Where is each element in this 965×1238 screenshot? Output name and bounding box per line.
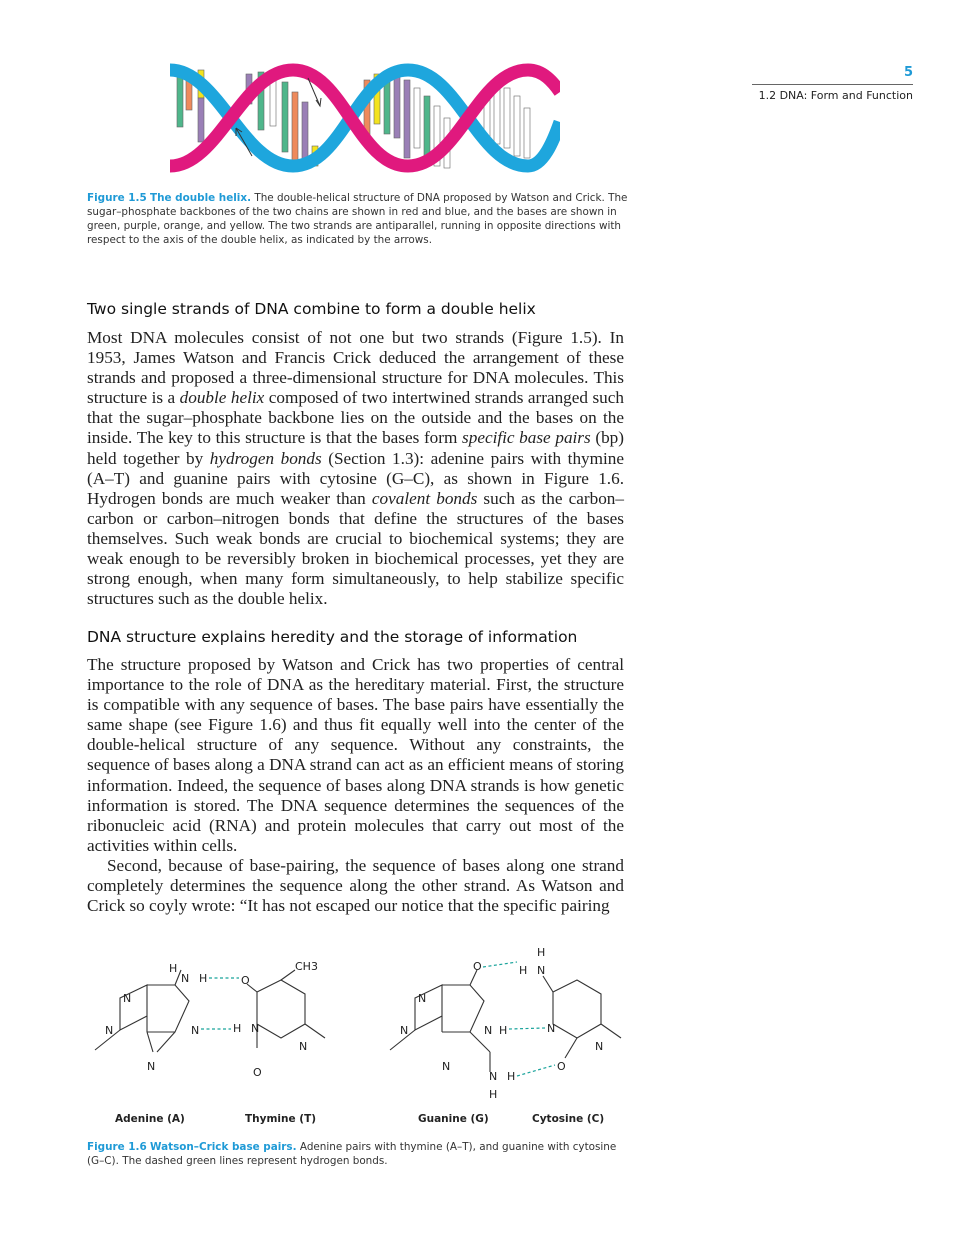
adenine-nh2-n: N	[181, 972, 190, 985]
guanine-n1-h: H	[499, 1024, 508, 1037]
adenine-n1: N	[191, 1024, 200, 1037]
p1-text-5: such as the carbon–carbon or carbon–nitrogen bonds that define the structures of the bases themselves. Such weak bonds are crucial to biochemical systems; they are weak enough to be reversibly broken in biochemical processes, yet they are strong enough, when many form simultaneously, to help stabilize specific structures such as the double helix.	[87, 488, 624, 609]
section-heading-heredity: DNA structure explains heredity and the storage of information	[87, 628, 578, 646]
thymine-structure	[247, 970, 325, 1048]
adenine-nh2-h2: H	[199, 972, 208, 985]
body-paragraph-3: Second, because of base-pairing, the sequence of bases along one strand completely determines the sequence along the other strand. As Watson and Crick so coyly wrote: “It has not escaped our notice that the specific pairing	[87, 856, 624, 916]
adenine-name: Adenine (A)	[115, 1113, 185, 1125]
p1-text-2: composed of two intertwined strands arranged such that the sugar–phosphate backbone lies on the outside and the bases on the inside. The key to this structure is that the bases form	[87, 388, 624, 448]
cytosine-name: Cytosine (C)	[532, 1113, 605, 1125]
p1-text-4: (Section 1.3): adenine pairs with thymine (A–T) and guanine pairs with cytosine (G–C), as shown in Figure 1.6. Hydrogen bonds are much weaker than	[87, 448, 625, 508]
guanine-n3: N	[442, 1060, 451, 1073]
cytosine-n1: N	[595, 1040, 604, 1053]
hydrogen-bonds	[201, 962, 555, 1076]
cytosine-structure	[543, 976, 621, 1058]
guanine-nh2-n: N	[489, 1070, 498, 1083]
hbond-g-c-2	[509, 1028, 545, 1029]
figure-1-6-caption-text: Adenine pairs with thymine (A–T), and guanine with cytosine (G–C). The dashed green lines represent hydrogen bonds.	[87, 1141, 617, 1167]
base-pairs-figure	[85, 940, 630, 1130]
thymine-n3-h: H	[233, 1022, 242, 1035]
hbond-g-c-1	[483, 962, 517, 967]
guanine-n9: N	[400, 1024, 409, 1037]
cytosine-nh2-h1: H	[537, 946, 546, 959]
figure-1-6-title: Watson–Crick base pairs.	[150, 1141, 297, 1153]
guanine-structure	[390, 970, 493, 1072]
section-heading-double-helix: Two single strands of DNA combine to form a double helix	[87, 300, 536, 318]
thymine-n1: N	[299, 1040, 308, 1053]
guanine-name: Guanine (G)	[418, 1113, 489, 1125]
running-header-rule	[752, 84, 913, 85]
cytosine-nh2-h2: H	[519, 964, 528, 977]
figure-1-6-caption	[87, 1140, 632, 1168]
adenine-n3: N	[147, 1060, 156, 1073]
adenine-structure	[95, 970, 189, 1052]
adenine-n9: N	[105, 1024, 114, 1037]
guanine-nh2-h2: H	[489, 1088, 498, 1101]
hbond-g-c-3	[517, 1065, 555, 1076]
adenine-nh2-h1: H	[169, 962, 178, 975]
figure-1-5-caption	[87, 191, 632, 247]
term-hydrogen-bonds: hydrogen bonds	[209, 448, 322, 468]
figure-1-5-label: Figure 1.5	[87, 192, 147, 204]
cytosine-o2: O	[557, 1060, 566, 1073]
figure-1-5-title: The double helix.	[150, 192, 252, 204]
adenine-n7: N	[123, 992, 132, 1005]
guanine-n1: N	[484, 1024, 493, 1037]
cytosine-nh2-n: N	[537, 964, 546, 977]
thymine-n3: N	[251, 1022, 260, 1035]
term-covalent-bonds: covalent bonds	[371, 488, 478, 508]
guanine-n7: N	[418, 992, 427, 1005]
running-title: 1.2 DNA: Form and Function	[758, 89, 913, 102]
body-paragraph-2: The structure proposed by Watson and Crick has two properties of central importance to the role of DNA as the hereditary material. First, the structure is compatible with any sequence of bases. The base pairs have essentially the same shape (see Figure 1.6) and thus fit equally well into the center of the double-helical structure of any sequence. Without any constraints, the sequence of bases along a DNA strand can act as an efficient means of storing information. Indeed, the sequence of bases along DNA strands is how genetic information is stored. The DNA sequence determines the sequences of the ribonucleic acid (RNA) and protein molecules that carry out most of the activities within cells.	[87, 655, 624, 855]
term-specific-base-pairs: specific base pairs	[462, 428, 591, 448]
guanine-nh2-h1: H	[507, 1070, 516, 1083]
thymine-o2: O	[253, 1066, 262, 1079]
figure-1-5-caption-text: The double-helical structure of DNA proposed by Watson and Crick. The sugar–phosphate backbones of the two chains are shown in red and blue, and the bases are shown in green, purple, orange, and yellow. The two strands are antiparallel, running in opposite directions with respect to the axis of the double helix, as indicated by the arrows.	[87, 192, 628, 246]
thymine-name: Thymine (T)	[245, 1113, 317, 1125]
body-paragraph-1	[87, 328, 624, 609]
thymine-ch3: CH3	[295, 960, 318, 973]
double-helix-figure	[168, 62, 560, 174]
thymine-o4: O	[241, 974, 250, 987]
guanine-o6: O	[473, 960, 482, 973]
p1-text-3: (bp) held together by	[87, 428, 624, 468]
figure-1-6-label: Figure 1.6	[87, 1141, 147, 1153]
page-number: 5	[903, 65, 913, 80]
cytosine-n3: N	[547, 1022, 556, 1035]
p1-text-1: Most DNA molecules consist of not one but two strands (Figure 1.5). In 1953, James Watson and Francis Crick deduced the arrangement of these strands and proposed a three-dimensional structure for DNA molecules. This structure is a	[87, 328, 624, 408]
term-double-helix: double helix	[179, 388, 265, 408]
